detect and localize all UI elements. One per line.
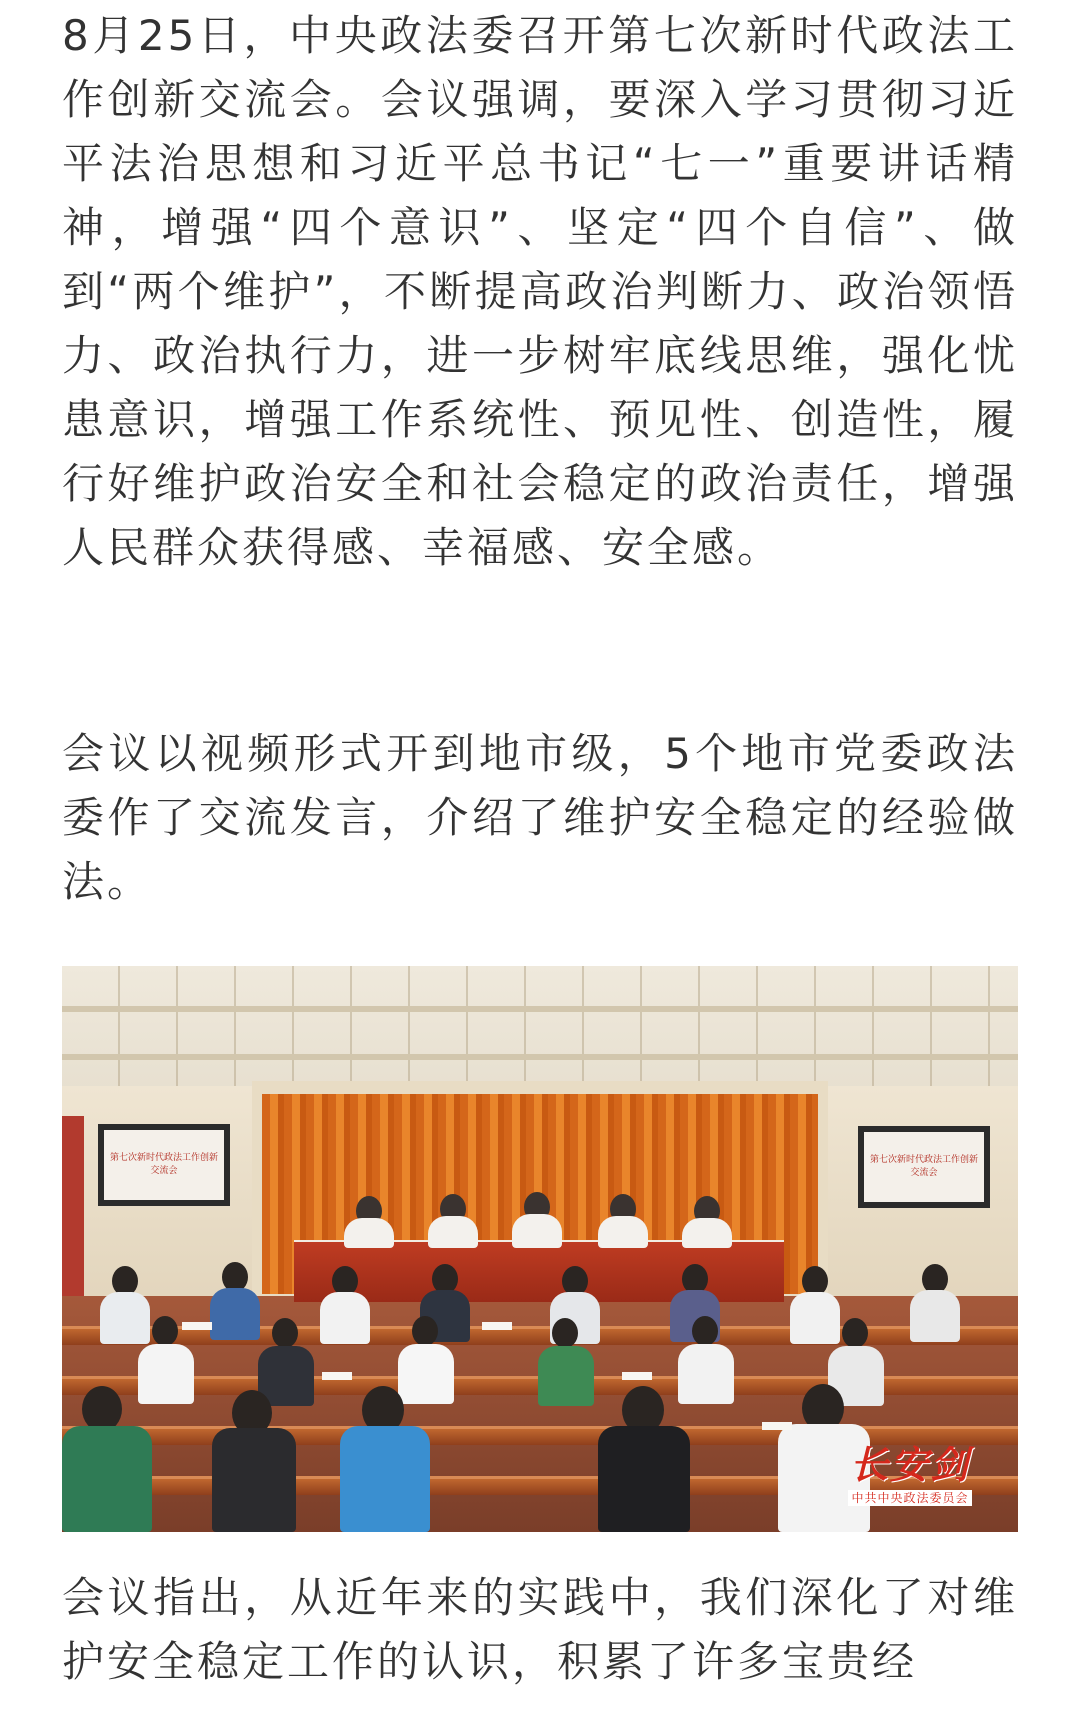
attendee-body: [678, 1344, 734, 1404]
meeting-photo[interactable]: [62, 966, 1018, 1532]
attendee-body: [210, 1288, 260, 1340]
attendee-body: [538, 1346, 594, 1406]
screen-text: 第七次新时代政法工作创新交流会: [864, 1132, 984, 1202]
attendee-head: [842, 1318, 868, 1348]
attendee-body: [340, 1426, 430, 1532]
attendee-body: [100, 1292, 150, 1344]
attendee-body: [62, 1426, 152, 1532]
attendee-body: [138, 1344, 194, 1404]
watermark-org: 中共中央政法委员会: [848, 1490, 971, 1506]
left-display-screen: [98, 1124, 230, 1206]
speaker-body: [598, 1216, 648, 1248]
ceiling-beam: [62, 1054, 1018, 1060]
paper: [622, 1372, 652, 1380]
attendee-body: [790, 1292, 840, 1344]
article-paragraph: 会议指出，从近年来的实践中，我们深化了对维护安全稳定工作的认识，积累了许多宝贵经: [62, 1573, 1018, 1686]
attendee-head: [412, 1316, 438, 1346]
attendee-head: [692, 1316, 718, 1346]
attendee-body: [910, 1290, 960, 1342]
watermark: [830, 1443, 990, 1506]
article-paragraph: 8月25日，中央政法委召开第七次新时代政法工作创新交流会。会议强调，要深入学习贯彻习近平法治思想和习近平总书记“七一”重要讲话精神，增强“四个意识”、坚定“四个自信”、做到“两个维护”，不断提高政治判断力、政治领悟力、政治执行力，进一步树牢底线思维，强化忧患意识，增强工作系统性、预见性、创造性，履行好维护政治安全和社会稳定的政治责任，增强人民群众获得感、幸福感、安全感。: [62, 11, 1018, 572]
speaker-body: [512, 1214, 562, 1248]
paper: [182, 1322, 212, 1330]
screen-text: 第七次新时代政法工作创新交流会: [104, 1130, 224, 1200]
right-display-screen: [858, 1126, 990, 1208]
watermark-logo: 长安剑: [849, 1442, 970, 1487]
paper: [322, 1372, 352, 1380]
speaker-body: [682, 1218, 732, 1248]
ceiling-beam: [62, 1006, 1018, 1012]
attendee-head: [552, 1318, 578, 1348]
attendee-body: [598, 1426, 690, 1532]
speaker-body: [344, 1218, 394, 1248]
paper: [482, 1322, 512, 1330]
attendee-body: [212, 1428, 296, 1532]
paper: [762, 1422, 792, 1430]
attendee-head: [272, 1318, 298, 1348]
attendee-body: [320, 1292, 370, 1344]
attendee-body: [398, 1344, 454, 1404]
speaker-body: [428, 1216, 478, 1248]
attendee-head: [152, 1316, 178, 1346]
article-paragraph: 会议以视频形式开到地市级，5个地市党委政法委作了交流发言，介绍了维护安全稳定的经验做法。: [62, 729, 1018, 906]
